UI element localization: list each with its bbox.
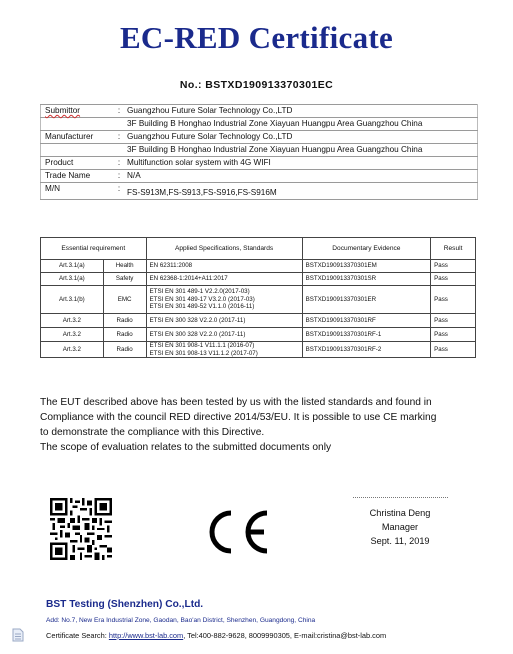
info-row-manufacturer-address: [41, 144, 478, 157]
result-cell: Pass: [431, 342, 476, 358]
statement-line: to demonstrate the compliance with this Directive.: [40, 427, 265, 438]
spec-cell: ETSI EN 300 328 V2.2.0 (2017-11): [146, 314, 302, 328]
info-colon: :: [113, 183, 125, 200]
info-label: Submittor: [41, 105, 114, 118]
info-row-manufacturer: [41, 131, 478, 144]
issuer-company: BST Testing (Shenzhen) Co.,Ltd.: [46, 599, 204, 610]
issuer-address: Add: No.7, New Era Industrial Zone, Gaodan, Bao'an District, Shenzhen, Guangdong, China: [46, 617, 316, 624]
document-icon: [12, 628, 24, 642]
info-value: 3F Building B Honghao Industrial Zone Xiayuan Huangpu Area Guangzhou China: [125, 144, 478, 157]
spec-cell: ETSI EN 300 328 V2.2.0 (2017-11): [146, 328, 302, 342]
category-cell: EMC: [103, 286, 146, 314]
info-value: Guangzhou Future Solar Technology Co.,LTD: [125, 131, 478, 144]
evidence-cell: BSTXD190913370301ER: [302, 286, 431, 314]
header-result: Result: [431, 238, 476, 260]
standards-table: [40, 237, 476, 358]
table-row: [41, 314, 476, 328]
info-label: Trade Name: [41, 170, 114, 183]
info-colon: :: [113, 131, 125, 144]
certificate-title: EC-RED Certificate: [119, 20, 394, 55]
evidence-cell: BSTXD190913370301SR: [302, 273, 431, 286]
article-cell: Art.3.1(b): [41, 286, 104, 314]
search-label: Certificate Search:: [46, 631, 107, 640]
category-cell: Health: [103, 260, 146, 273]
spec-cell: EN 62368-1:2014+A11:2017: [146, 273, 302, 286]
evidence-cell: BSTXD190913370301RF-2: [302, 342, 431, 358]
evidence-cell: BSTXD190913370301RF-1: [302, 328, 431, 342]
signatory-name: Christina Deng: [369, 508, 431, 518]
category-cell: Radio: [103, 342, 146, 358]
certificate-number: No.: BSTXD190913370301EC: [179, 79, 334, 91]
signatory-block: [345, 506, 455, 548]
info-colon: :: [113, 170, 125, 183]
result-cell: Pass: [431, 260, 476, 273]
info-row-model: [41, 183, 478, 200]
table-row: [41, 342, 476, 358]
statement-line: The scope of evaluation relates to the submitted documents only: [40, 442, 332, 453]
article-cell: Art.3.1(a): [41, 260, 104, 273]
spec-cell: ETSI EN 301 489-1 V2.2.0(2017-03) ETSI EN 301 489-17 V3.2.0 (2017-03) ETSI EN 301 489-52 V1.1.0 (2016-11): [146, 286, 302, 314]
result-cell: Pass: [431, 273, 476, 286]
evidence-cell: BSTXD190913370301EM: [302, 260, 431, 273]
signature-line: [353, 497, 448, 498]
info-label: M/N: [41, 183, 114, 200]
table-row: [41, 273, 476, 286]
standards-header-row: [41, 238, 476, 260]
certificate-search: [46, 631, 386, 640]
contact-info: , Tel:400-882-9628, 8009990305, E-mail:cristina@bst-lab.com: [183, 631, 387, 640]
info-value: FS-S913M,FS-S913,FS-S916,FS-S916M: [125, 183, 478, 200]
qr-code-icon: [50, 498, 112, 560]
ce-mark: [201, 505, 275, 559]
article-cell: Art.3.2: [41, 314, 104, 328]
info-value: [125, 105, 478, 118]
article-cell: Art.3.1(a): [41, 273, 104, 286]
spec-cell: EN 62311:2008: [146, 260, 302, 273]
info-table: [40, 104, 478, 200]
article-cell: Art.3.2: [41, 328, 104, 342]
article-cell: Art.3.2: [41, 342, 104, 358]
result-cell: Pass: [431, 286, 476, 314]
result-cell: Pass: [431, 328, 476, 342]
table-row: [41, 260, 476, 273]
info-value: 3F Building B Honghao Industrial Zone Xiayuan Huangpu Area Guangzhou China: [125, 118, 478, 131]
compliance-statement: [40, 395, 480, 455]
evidence-cell: BSTXD190913370301RF: [302, 314, 431, 328]
statement-line: Compliance with the council RED directive 2014/53/EU. It is possible to use CE marking: [40, 412, 437, 423]
spec-cell: ETSI EN 301 908-1 V11.1.1 (2016-07) ETSI EN 301 908-13 V11.1.2 (2017-07): [146, 342, 302, 358]
search-link[interactable]: http://www.bst-lab.com: [108, 631, 184, 640]
category-cell: Safety: [103, 273, 146, 286]
info-row-submittor: [41, 105, 478, 118]
statement-line: The EUT described above has been tested by us with the listed standards and found in: [40, 397, 432, 408]
result-cell: Pass: [431, 314, 476, 328]
info-row-product: [41, 157, 478, 170]
header-essential-requirement: Essential requirement: [41, 238, 147, 260]
info-label: Product: [41, 157, 114, 170]
header-documentary-evidence: Documentary Evidence: [302, 238, 431, 260]
signatory-date: Sept. 11, 2019: [370, 536, 430, 546]
info-row-trade-name: [41, 170, 478, 183]
table-row: [41, 286, 476, 314]
signatory-role: Manager: [381, 522, 419, 532]
info-colon: :: [113, 105, 125, 118]
category-cell: Radio: [103, 314, 146, 328]
info-colon: :: [113, 157, 125, 170]
info-value: N/A: [125, 170, 478, 183]
info-value: Multifunction solar system with 4G WIFI: [125, 157, 478, 170]
header-applied-specifications: Applied Specifications, Standards: [146, 238, 302, 260]
category-cell: Radio: [103, 328, 146, 342]
info-row-submittor-address: [41, 118, 478, 131]
info-label: Manufacturer: [41, 131, 114, 144]
info-value-line: Guangzhou Future Solar Technology Co.,LTD: [127, 106, 293, 115]
table-row: [41, 328, 476, 342]
